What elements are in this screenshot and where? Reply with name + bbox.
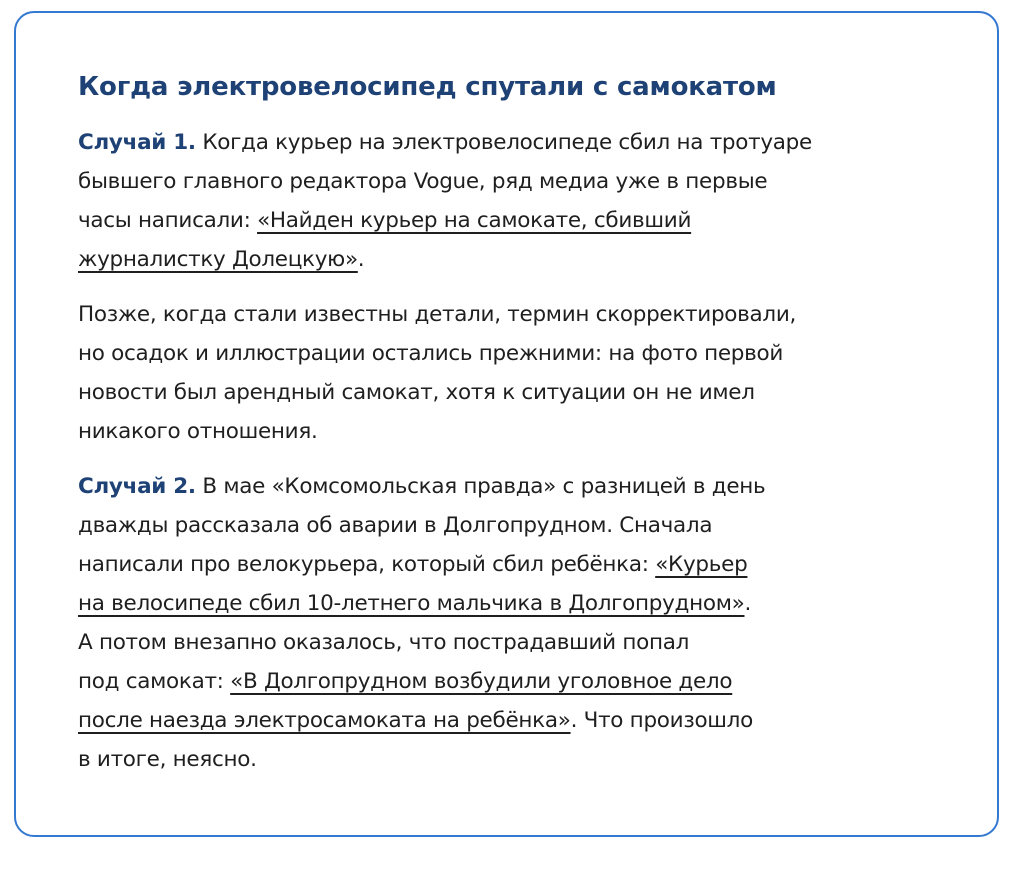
case2-second-news-link-part1[interactable]: «В Долгопрудном возбудили уголовное дело	[230, 669, 733, 694]
article-content	[78, 69, 978, 779]
case2-line6: под самокат:	[78, 669, 231, 694]
followup-line2: но осадок и иллюстрации остались прежними: на фото первой	[78, 341, 784, 366]
case2-first-news-link-part2[interactable]: на велосипеде сбил 10-летнего мальчика в Долгопрудном»	[78, 591, 745, 616]
case2-line2: дважды рассказала об аварии в Долгопрудном. Сначала	[78, 513, 713, 538]
case1-line1: Когда курьер на электровелосипеде сбил на тротуаре	[195, 130, 812, 155]
case2-line1: В мае «Комсомольская правда» с разницей в день	[195, 474, 766, 499]
article-title: Когда электровелосипед спутали с самокатом	[78, 72, 777, 102]
followup-line1: Позже, когда стали известны детали, термин скорректировали,	[78, 302, 797, 327]
case1-period: .	[357, 247, 365, 272]
case2-period: .	[744, 591, 752, 616]
case2-second-news-link-part2[interactable]: после наезда электросамоката на ребёнка»	[78, 708, 571, 733]
case2-line8: в итоге, неясно.	[78, 747, 257, 772]
case1-label: Случай 1.	[78, 130, 196, 155]
case2-first-news-link-part1[interactable]: «Курьер	[655, 552, 748, 577]
case2-paragraph	[78, 467, 978, 779]
case1-news-link-part2[interactable]: журналистку Долецкую»	[78, 247, 358, 272]
case1-followup-paragraph	[78, 295, 978, 451]
case2-line5: А потом внезапно оказалось, что пострадавший попал	[78, 630, 690, 655]
case2-label: Случай 2.	[78, 474, 196, 499]
case1-paragraph	[78, 123, 978, 279]
case1-line2: бывшего главного редактора Vogue, ряд медиа уже в первые	[78, 169, 768, 194]
case2-line7-tail: . Что произошло	[570, 708, 753, 733]
article-card	[14, 11, 999, 837]
case1-line3: часы написали:	[78, 208, 258, 233]
case1-news-link-part1[interactable]: «Найден курьер на самокате, сбивший	[257, 208, 692, 233]
case2-line3: написали про велокурьера, который сбил ребёнка:	[78, 552, 656, 577]
followup-line3: новости был арендный самокат, хотя к ситуации он не имел	[78, 380, 755, 405]
followup-line4: никакого отношения.	[78, 419, 318, 444]
